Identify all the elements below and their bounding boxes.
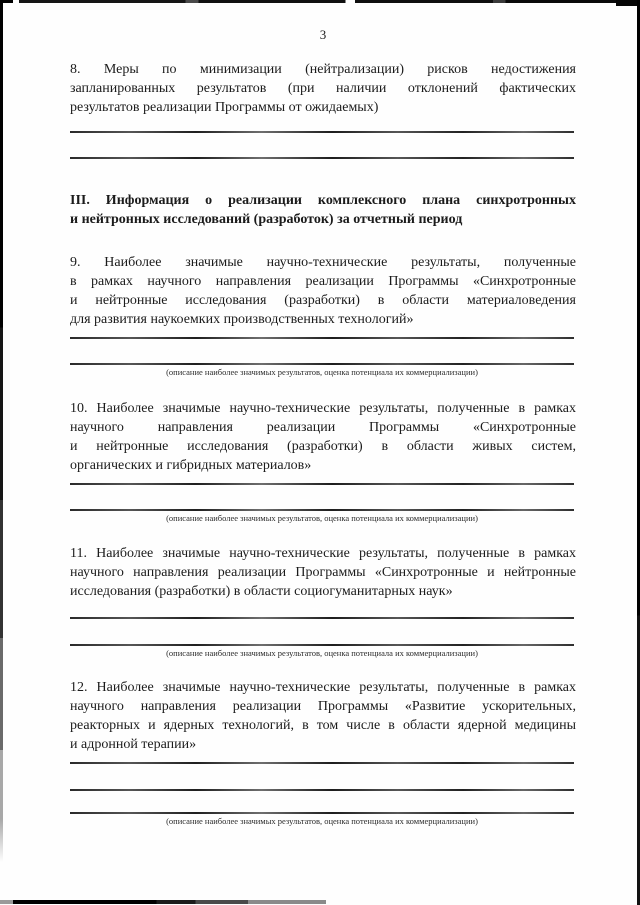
scan-artifact-bottom-edge	[0, 900, 326, 904]
text-line: 8. Меры по минимизации (нейтрализации) рисков недостижения	[70, 62, 576, 77]
fill-in-line	[70, 483, 574, 485]
item-9-paragraph	[70, 253, 576, 329]
fill-line-caption: (описание наиболее значимых результатов, оценка потенциала их коммерциализации)	[166, 816, 478, 826]
text-line: органических и гибридных материалов»	[70, 458, 312, 473]
text-line: научного направления реализации Программы «Развитие ускорительных,	[70, 699, 576, 714]
text-line: запланированных результатов (при наличии отклонений фактических	[70, 81, 576, 96]
text-line: исследования (разработки) в области социогуманитарных наук»	[70, 584, 453, 599]
fill-in-line	[70, 644, 574, 646]
fill-in-line	[70, 762, 574, 764]
text-line: III. Информация о реализации комплексного плана синхротронных	[70, 193, 576, 208]
text-line: и нейтронные исследования (разработки) в области живых систем,	[70, 439, 576, 454]
fill-in-line	[70, 337, 574, 339]
fill-line-caption: (описание наиболее значимых результатов, оценка потенциала их коммерциализации)	[166, 367, 478, 377]
fill-in-line	[70, 157, 574, 159]
fill-line-caption: (описание наиболее значимых результатов, оценка потенциала их коммерциализации)	[166, 648, 478, 658]
text-line: и адронной терапии»	[70, 737, 197, 752]
text-line: научного направления реализации Программы «Синхротронные	[70, 420, 576, 435]
text-line: 12. Наиболее значимые научно-технические результаты, полученные в рамках	[70, 680, 576, 695]
text-line: и нейтронных исследований (разработок) за отчетный период	[70, 212, 463, 227]
text-line: для развития наукоемких производственных технологий»	[70, 312, 414, 327]
fill-in-line	[70, 131, 574, 133]
item-11-paragraph	[70, 544, 576, 601]
text-line: 11. Наиболее значимые научно-технические результаты, полученные в рамках	[70, 546, 576, 561]
fill-in-line	[70, 789, 574, 791]
page-number: 3	[319, 27, 327, 42]
item-10-paragraph	[70, 399, 576, 475]
text-line: реакторных и ядерных технологий, в том числе в области ядерной медицины	[70, 718, 576, 733]
fill-in-line	[70, 812, 574, 814]
item-8-paragraph	[70, 60, 576, 117]
fill-in-line	[70, 509, 574, 511]
fill-in-line	[70, 617, 574, 619]
text-line: и нейтронные исследования (разработки) в области материаловедения	[70, 293, 576, 308]
fill-in-line	[70, 363, 574, 365]
text-line: 10. Наиболее значимые научно-технические результаты, полученные в рамках	[70, 401, 576, 416]
item-12-paragraph	[70, 678, 576, 754]
text-line: 9. Наиболее значимые научно-технические результаты, полученные	[70, 255, 576, 270]
scan-artifact-left-edge	[0, 0, 3, 862]
section-iii-heading	[70, 191, 576, 229]
text-line: результатов реализации Программы от ожидаемых)	[70, 100, 379, 115]
text-line: научного направления реализации Программы «Синхротронные и нейтронные	[70, 565, 576, 580]
fill-line-caption: (описание наиболее значимых результатов, оценка потенциала их коммерциализации)	[166, 513, 478, 523]
text-line: в рамках научного направления реализации Программы «Синхротронные	[70, 274, 576, 289]
scan-artifact-top-edge	[0, 0, 640, 3]
